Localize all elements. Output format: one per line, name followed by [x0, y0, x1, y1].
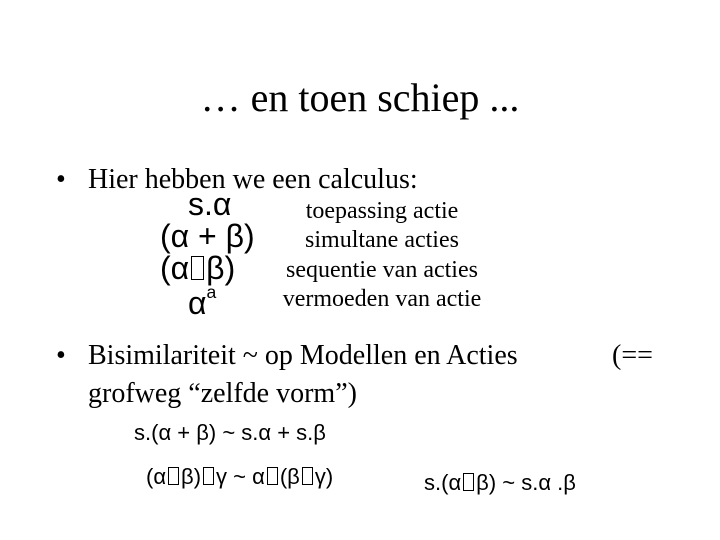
sequence-operator-icon: [168, 467, 179, 485]
formula-presumption-base: α: [188, 284, 207, 321]
formula-sequence-right: β): [206, 250, 236, 286]
formula-simultaneous-text: (α + β): [160, 218, 255, 254]
law-sequential-part: β) ~ s.α .β: [476, 470, 576, 495]
bullet-1-text: Hier hebben we een calculus:: [88, 164, 418, 195]
bullet-marker: •: [56, 340, 66, 371]
law-distribution: s.(α + β) ~ s.α + s.β: [134, 420, 326, 445]
sequence-operator-icon: [191, 256, 204, 280]
formula-application-text: s.α: [188, 186, 232, 222]
bullet-2-line-2: grofweg “zelfde vorm”): [88, 378, 357, 409]
formula-sequence-left: (α: [160, 250, 190, 286]
law-associativity-part: β): [181, 464, 202, 489]
formula-presumption: [188, 282, 216, 322]
desc-presumption: vermoeden van actie: [282, 286, 482, 312]
law-associativity: [146, 464, 333, 490]
desc-sequence: sequentie van acties: [286, 257, 478, 283]
law-associativity-part: (β: [279, 464, 300, 489]
sequence-operator-icon: [302, 467, 313, 485]
bullet-2-line-1: Bisimilariteit ~ op Modellen en Acties: [88, 340, 518, 371]
sequence-operator-icon: [267, 467, 278, 485]
bullet-2-suffix: (==: [612, 340, 653, 371]
law-associativity-part: γ ~ α: [216, 464, 265, 489]
sequence-operator-icon: [463, 473, 474, 491]
sequence-operator-icon: [203, 467, 214, 485]
desc-simultaneous: simultane acties: [305, 227, 459, 253]
bullet-marker: •: [56, 164, 66, 195]
law-sequential-application: [424, 470, 576, 496]
law-associativity-part: γ): [314, 464, 334, 489]
law-associativity-part: (α: [146, 464, 167, 489]
desc-application: toepassing actie: [305, 198, 459, 224]
formula-presumption-superscript: a: [206, 282, 217, 302]
slide-title: … en toen schiep ...: [200, 75, 520, 120]
law-sequential-part: s.(α: [424, 470, 462, 495]
